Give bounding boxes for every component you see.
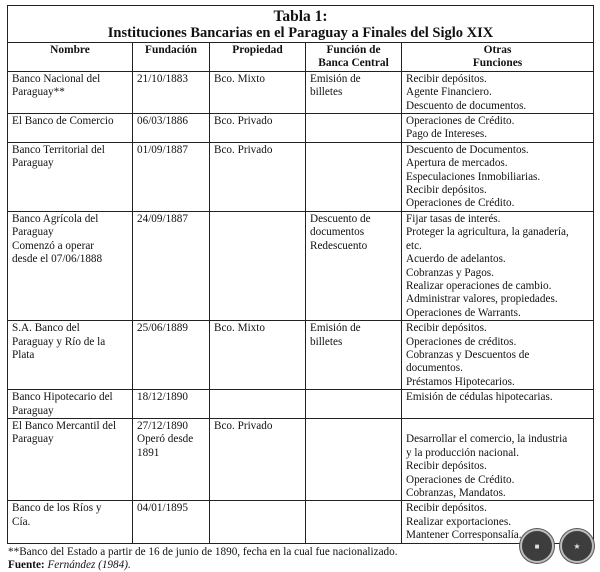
cell-propiedad	[210, 142, 306, 211]
cell-funcion-line: billetes	[310, 86, 343, 99]
cell-nombre-line: El Banco Mercantil del	[12, 419, 117, 432]
table-title-line2: Instituciones Bancarias en el Paraguay a Finales del Siglo XIX	[107, 25, 494, 41]
table-row	[8, 418, 594, 500]
cell-fundacion	[133, 321, 210, 390]
cell-otras-line: documentos.	[406, 362, 463, 375]
cell-nombre-line: Banco Agrícola del	[12, 212, 99, 225]
table-row	[8, 501, 594, 543]
cell-otras-line: Realizar operaciones de cambio.	[406, 279, 552, 292]
table-row	[8, 71, 594, 113]
cell-propiedad-line: Bco. Privado	[214, 419, 273, 432]
cell-fundacion-line: 04/01/1895	[137, 502, 188, 515]
cell-propiedad-line: Bco. Privado	[214, 143, 273, 156]
cell-fundacion-line: 06/03/1886	[137, 115, 188, 128]
cell-nombre-line: Banco de los Ríos y	[12, 502, 102, 515]
table-row	[8, 390, 594, 419]
cell-nombre-line: Cía.	[12, 515, 31, 528]
cell-funcion	[306, 142, 402, 211]
cell-nombre-line: Comenzó a operar	[12, 239, 95, 252]
cell-fundacion-line: 18/12/1890	[137, 391, 188, 404]
cell-nombre-line: Plata	[12, 348, 35, 361]
cell-funcion-line: Descuento de	[310, 212, 371, 225]
cell-funcion-line: Redescuento	[310, 239, 368, 252]
cell-otras-line: Recibir depósitos.	[406, 502, 487, 515]
cell-otras-line: etc.	[406, 239, 422, 252]
cell-otras-line: Agente Financiero.	[406, 86, 492, 99]
header-otras	[402, 43, 594, 72]
cell-nombre	[8, 390, 133, 419]
seal-right-icon: ★	[560, 529, 594, 563]
cell-nombre	[8, 211, 133, 320]
cell-otras-line: Proteger la agricultura, la ganadería,	[406, 226, 569, 239]
cell-funcion-line: Emisión de	[310, 72, 361, 85]
cell-fundacion	[133, 390, 210, 419]
cell-nombre	[8, 114, 133, 143]
cell-propiedad	[210, 501, 306, 543]
cell-nombre	[8, 418, 133, 500]
cell-fundacion-line: 25/06/1889	[137, 322, 188, 335]
cell-fundacion	[133, 71, 210, 113]
cell-nombre-line: Paraguay**	[12, 86, 65, 99]
cell-otras-line: Fijar tasas de interés.	[406, 212, 501, 225]
cell-nombre-line: Banco Hipotecario del	[12, 391, 113, 404]
cell-nombre-line: Paraguay	[12, 404, 54, 417]
cell-otras	[402, 142, 594, 211]
banks-table	[7, 5, 594, 544]
cell-nombre-line: Paraguay	[12, 226, 54, 239]
cell-otras-line: Recibir depósitos.	[406, 184, 487, 197]
header-funcion-line: Banca Central	[318, 57, 389, 70]
table-body	[8, 71, 594, 543]
cell-otras-line: Operaciones de créditos.	[406, 335, 517, 348]
cell-fundacion-line: 21/10/1883	[137, 72, 188, 85]
cell-otras-line	[406, 420, 589, 433]
cell-propiedad	[210, 418, 306, 500]
cell-funcion	[306, 418, 402, 500]
cell-otras-line: Apertura de mercados.	[406, 157, 508, 170]
cell-nombre	[8, 142, 133, 211]
source-line	[8, 559, 593, 572]
cell-otras-line: Operaciones de Warrants.	[406, 306, 521, 319]
cell-funcion	[306, 71, 402, 113]
cell-propiedad	[210, 321, 306, 390]
table-title-line1: Tabla 1:	[273, 8, 328, 25]
cell-otras-line: Mantener Corresponsalía.	[406, 529, 522, 542]
cell-otras-line: Préstamos Hipotecarios.	[406, 375, 515, 388]
cell-fundacion	[133, 114, 210, 143]
cell-funcion	[306, 321, 402, 390]
cell-fundacion	[133, 418, 210, 500]
header-funcion	[306, 43, 402, 72]
table-row	[8, 321, 594, 390]
cell-funcion	[306, 114, 402, 143]
cell-nombre-line: desde el 07/06/1888	[12, 253, 103, 266]
cell-otras-line: Administrar valores, propiedades.	[406, 293, 558, 306]
cell-nombre-line: Paraguay y Río de la	[12, 335, 106, 348]
cell-otras-line: Cobranzas, Mandatos.	[406, 487, 506, 499]
cell-nombre	[8, 321, 133, 390]
cell-fundacion-line: 1891	[137, 446, 160, 459]
cell-otras	[402, 211, 594, 320]
cell-fundacion-line: Operó desde	[137, 433, 194, 446]
cell-otras	[402, 321, 594, 390]
cell-otras-line: Recibir depósitos.	[406, 322, 487, 335]
cell-nombre	[8, 71, 133, 113]
cell-nombre-line: Banco Nacional del	[12, 72, 101, 85]
cell-otras-line: Especulaciones Inmobiliarias.	[406, 170, 541, 183]
cell-otras-line: Desarrollar el comercio, la industria	[406, 433, 568, 446]
table-container	[7, 5, 593, 572]
footnote: **Banco del Estado a partir de 16 de junio de 1890, fecha en la cual fue nacionalizado.	[8, 545, 398, 558]
cell-otras-line: Realizar exportaciones.	[406, 515, 511, 528]
cell-propiedad	[210, 114, 306, 143]
table-row	[8, 211, 594, 320]
cell-otras-line: Recibir depósitos.	[406, 460, 487, 473]
cell-otras-line: y la producción nacional.	[406, 446, 520, 459]
cell-fundacion	[133, 142, 210, 211]
cell-otras-line: Cobranzas y Pagos.	[406, 266, 494, 279]
cell-propiedad	[210, 390, 306, 419]
cell-propiedad-line: Bco. Mixto	[214, 72, 265, 85]
cell-funcion	[306, 390, 402, 419]
footnote-block	[7, 546, 593, 572]
cell-otras	[402, 71, 594, 113]
cell-funcion	[306, 501, 402, 543]
cell-otras	[402, 418, 594, 500]
cell-otras-line: Recibir depósitos.	[406, 72, 487, 85]
cell-nombre-line: El Banco de Comercio	[12, 115, 114, 128]
cell-otras-line: Operaciones de Crédito.	[406, 197, 515, 210]
seal-group	[520, 529, 594, 563]
cell-funcion-line: Emisión de	[310, 322, 361, 335]
cell-otras-line: Emisión de cédulas hipotecarias.	[406, 391, 553, 404]
header-fundacion: Fundación	[133, 43, 210, 72]
header-otras-line: Otras	[483, 44, 512, 56]
table-row	[8, 114, 594, 143]
cell-otras-line: Cobranzas y Descuentos de	[406, 348, 530, 361]
table-row	[8, 142, 594, 211]
cell-nombre-line: Paraguay	[12, 433, 54, 446]
source-label: Fuente:	[8, 558, 45, 571]
cell-propiedad-line: Bco. Privado	[214, 115, 273, 128]
cell-nombre	[8, 501, 133, 543]
table-title	[8, 6, 594, 43]
cell-otras-line: Descuento de Documentos.	[406, 143, 529, 156]
header-propiedad: Propiedad	[210, 43, 306, 72]
cell-propiedad-line: Bco. Mixto	[214, 322, 265, 335]
header-otras-line: Funciones	[472, 57, 523, 70]
cell-fundacion-line: 27/12/1890	[137, 419, 188, 432]
seal-left-icon: ■	[520, 529, 554, 563]
cell-otras-line: Operaciones de Crédito.	[406, 473, 515, 486]
table-title-row	[8, 6, 594, 43]
cell-funcion	[306, 211, 402, 320]
cell-fundacion	[133, 211, 210, 320]
cell-otras-line: Operaciones de Crédito.	[406, 115, 515, 128]
cell-nombre-line: Paraguay	[12, 157, 54, 170]
cell-otras	[402, 390, 594, 419]
cell-propiedad	[210, 211, 306, 320]
header-funcion-line: Función de	[326, 44, 381, 56]
cell-funcion-line: documentos	[310, 226, 365, 239]
cell-nombre-line: Banco Territorial del	[12, 143, 105, 156]
cell-fundacion-line: 24/09/1887	[137, 212, 188, 225]
cell-otras	[402, 114, 594, 143]
source-value: Fernández (1984).	[47, 558, 131, 571]
header-nombre: Nombre	[8, 43, 133, 72]
cell-fundacion	[133, 501, 210, 543]
cell-otras-line: Acuerdo de adelantos.	[406, 253, 506, 266]
cell-propiedad	[210, 71, 306, 113]
cell-nombre-line: S.A. Banco del	[12, 322, 80, 335]
header-row	[8, 43, 594, 72]
cell-fundacion-line: 01/09/1887	[137, 143, 188, 156]
cell-funcion-line: billetes	[310, 335, 343, 348]
cell-otras-line: Pago de Intereses.	[406, 128, 488, 141]
cell-otras-line: Descuento de documentos.	[406, 99, 527, 112]
